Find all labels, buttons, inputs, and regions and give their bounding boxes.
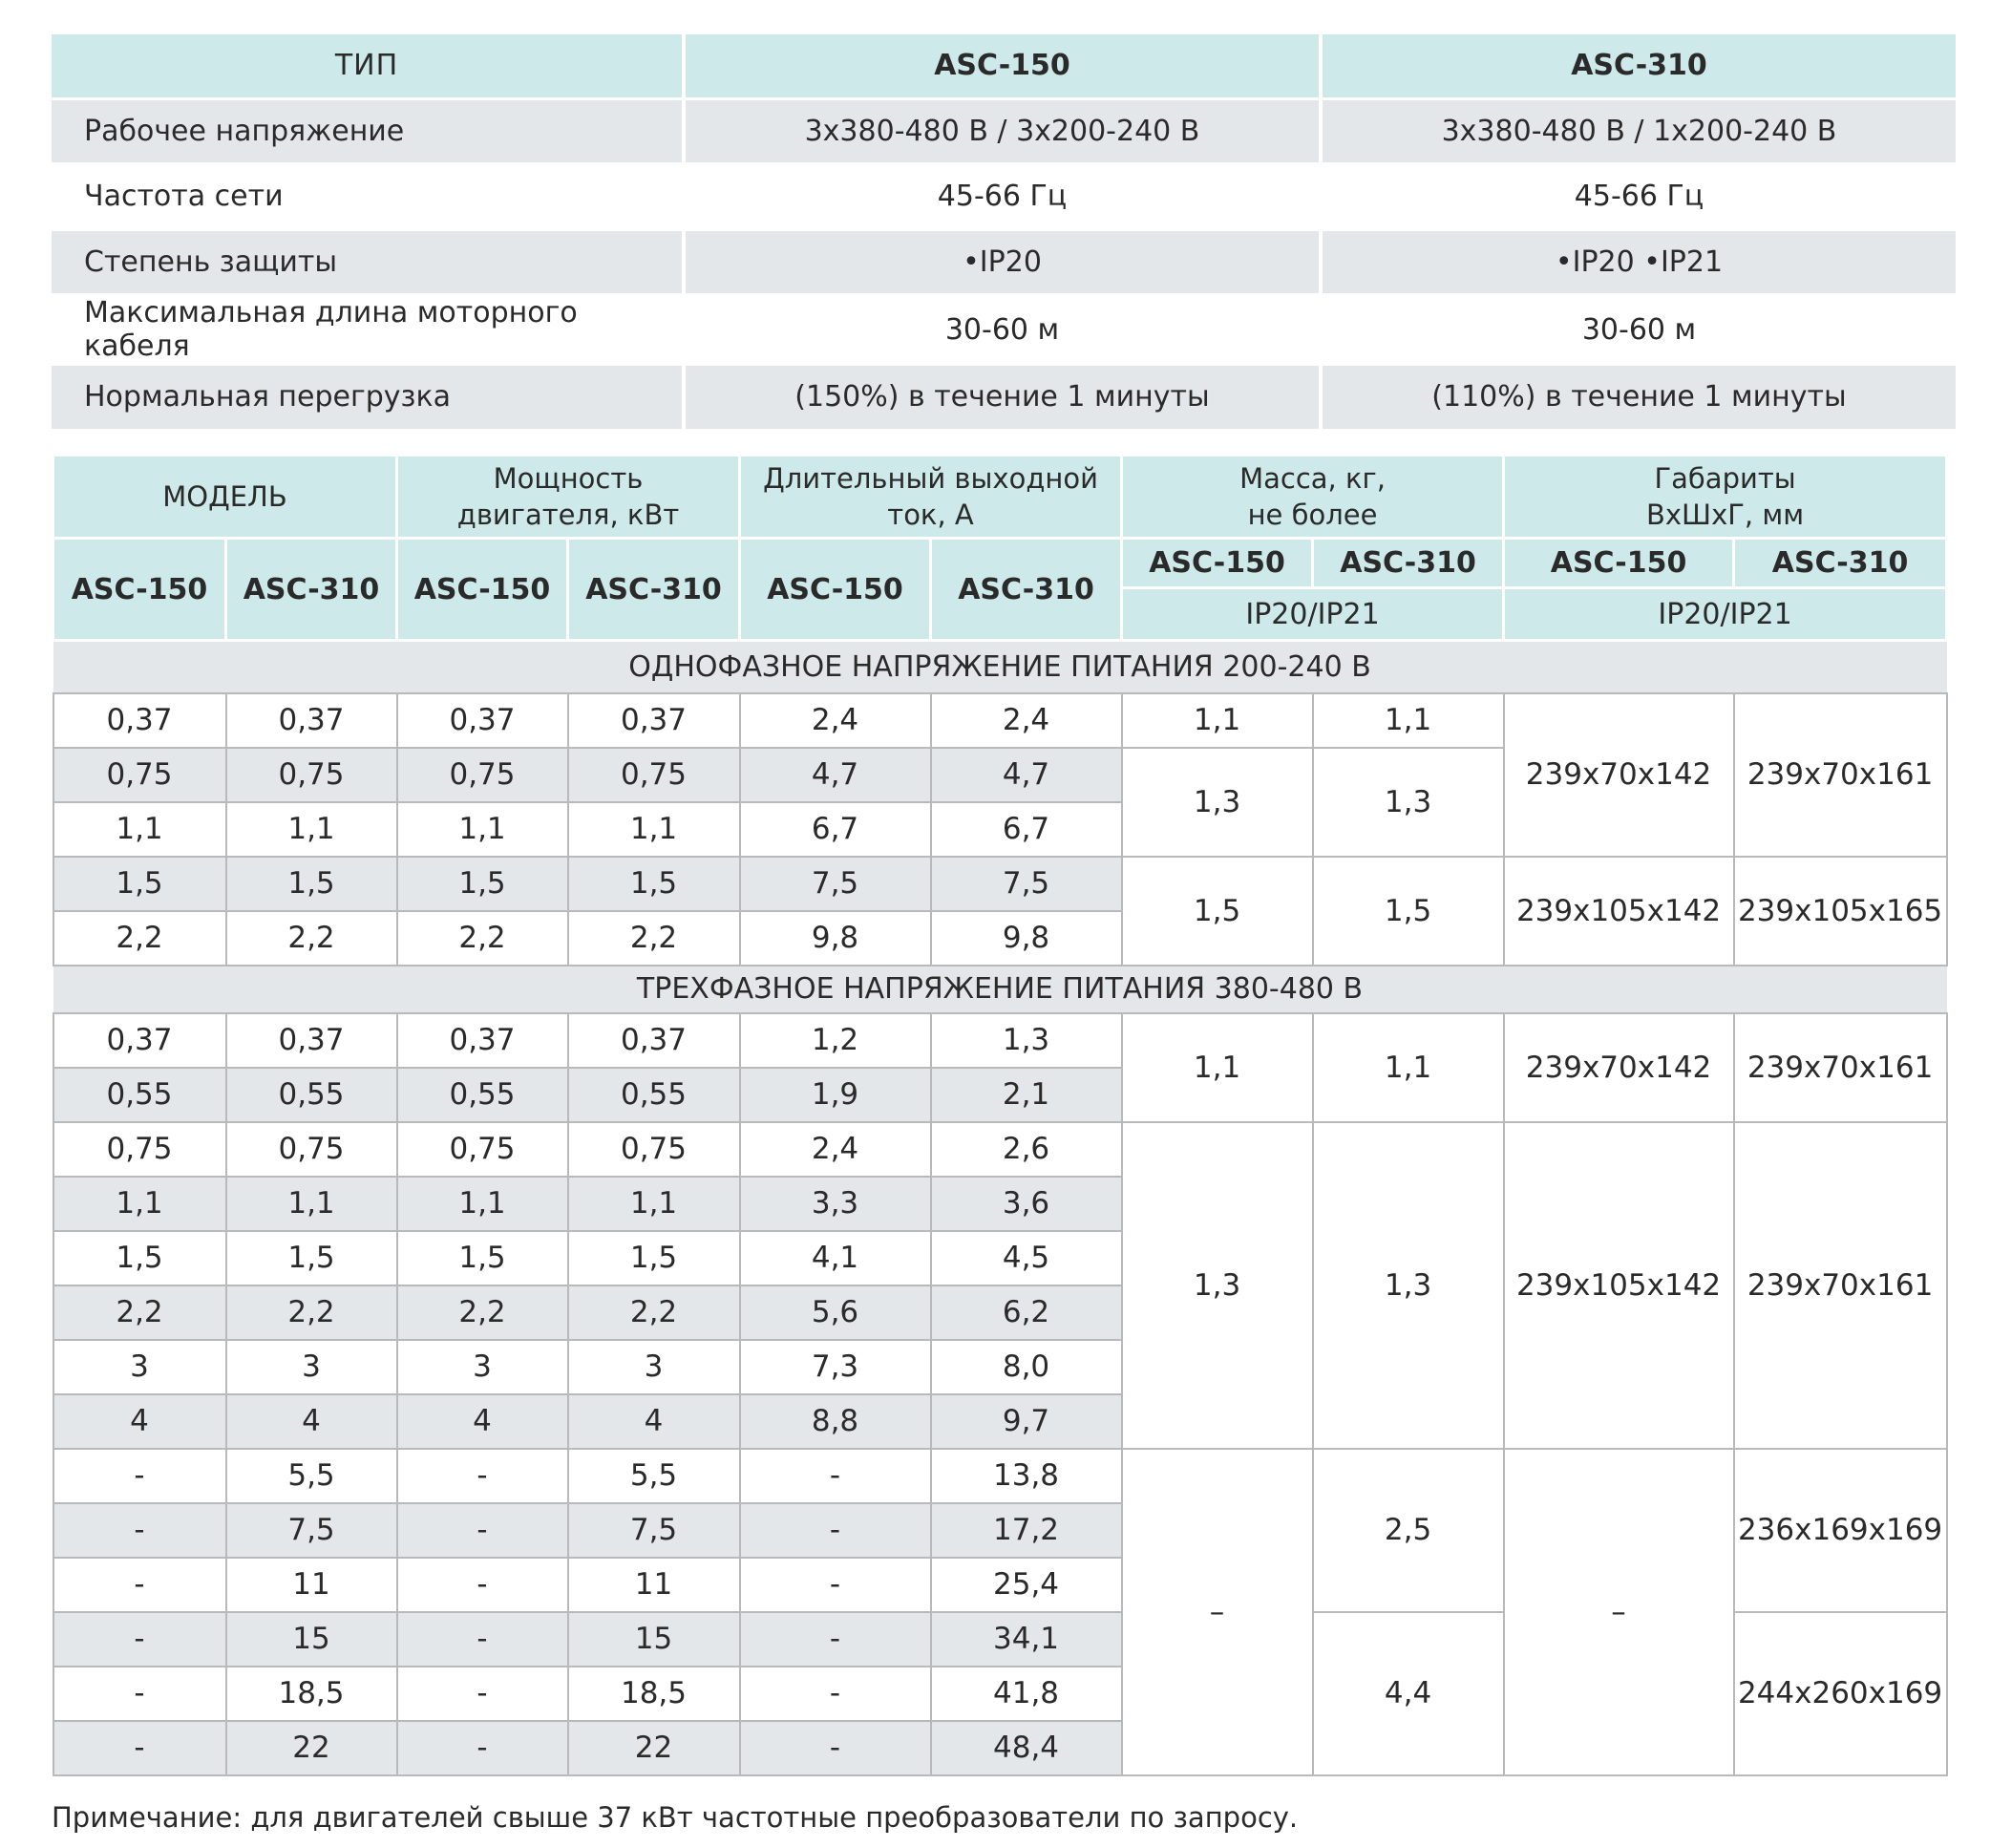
table-cell: 0,75	[397, 1122, 568, 1177]
table-cell: 1,1	[397, 1177, 568, 1231]
table-cell: 5,6	[740, 1285, 931, 1340]
dims-a150-cell: –	[1504, 1449, 1734, 1775]
table-cell: -	[397, 1449, 568, 1503]
table-cell: 11	[568, 1558, 740, 1612]
table-cell: 13,8	[931, 1449, 1122, 1503]
table-cell: -	[397, 1558, 568, 1612]
section-header-single-phase	[53, 641, 1947, 693]
table-cell: 6,7	[931, 802, 1122, 857]
table-cell: 0,75	[226, 1122, 397, 1177]
table-row	[53, 693, 1947, 748]
header-power: Мощность двигателя, кВт	[397, 456, 740, 539]
table-cell: 15	[226, 1612, 397, 1667]
table-cell: 2,2	[397, 1285, 568, 1340]
table-cell: 6,2	[931, 1285, 1122, 1340]
table-cell: 3,3	[740, 1177, 931, 1231]
table-cell: 1,5	[53, 1231, 226, 1285]
mass-a150-cell: 1,3	[1122, 748, 1313, 857]
dims-a310-cell: 239x105x165	[1734, 857, 1947, 966]
table-cell: 0,75	[397, 748, 568, 802]
dims-a310-cell: 239x70x161	[1734, 693, 1947, 857]
mass-a310-cell: 1,1	[1313, 1013, 1504, 1122]
dims-a310-cell: 236x169x169	[1734, 1449, 1947, 1612]
table-cell: 0,37	[397, 693, 568, 748]
table-cell: 6,7	[740, 802, 931, 857]
spec-row	[52, 100, 1956, 166]
table-cell: 0,55	[226, 1068, 397, 1122]
header-dims-a150: ASC-150	[1504, 539, 1734, 588]
spec-value-a150: 30-60 м	[686, 296, 1323, 366]
table-cell: 2,4	[740, 693, 931, 748]
table-cell: -	[740, 1503, 931, 1558]
table-cell: 4,7	[740, 748, 931, 802]
spec-value-a310: 45-66 Гц	[1323, 165, 1956, 231]
header-dims-ip: IP20/IP21	[1504, 588, 1947, 641]
spec-param-label: Частота сети	[52, 165, 686, 231]
mass-a310-cell: 2,5	[1313, 1449, 1504, 1612]
table-cell: -	[53, 1612, 226, 1667]
table-cell: 3	[226, 1340, 397, 1394]
dims-a310-cell: 244x260x169	[1734, 1612, 1947, 1775]
table-cell: 4	[397, 1394, 568, 1449]
header-current: Длительный выходной ток, А	[740, 456, 1122, 539]
spec-header-a150: ASC-150	[686, 34, 1323, 100]
dims-a310-cell: 239x70x161	[1734, 1122, 1947, 1449]
table-cell: 2,2	[226, 1285, 397, 1340]
table-cell: 1,3	[931, 1013, 1122, 1068]
spec-header-row	[52, 34, 1956, 100]
header-dims-a310: ASC-310	[1734, 539, 1947, 588]
table-cell: 1,1	[226, 1177, 397, 1231]
table-cell: 11	[226, 1558, 397, 1612]
table-cell: 8,8	[740, 1394, 931, 1449]
table-cell: 25,4	[931, 1558, 1122, 1612]
table-row	[53, 1013, 1947, 1068]
table-cell: 2,2	[397, 911, 568, 966]
table-cell: 18,5	[226, 1667, 397, 1721]
spec-value-a150: •IP20	[686, 231, 1323, 297]
spec-value-a310: 30-60 м	[1323, 296, 1956, 366]
spec-header-type: ТИП	[52, 34, 686, 100]
mass-a150-cell: 1,1	[1122, 693, 1313, 748]
table-cell: 0,75	[226, 748, 397, 802]
table-cell: 5,5	[226, 1449, 397, 1503]
table-cell: 3,6	[931, 1177, 1122, 1231]
table-cell: 1,5	[397, 857, 568, 911]
table-cell: 1,5	[397, 1231, 568, 1285]
table-cell: 34,1	[931, 1612, 1122, 1667]
spec-param-label: Рабочее напряжение	[52, 100, 686, 166]
spec-table	[52, 34, 1956, 432]
table-row	[53, 857, 1947, 911]
table-cell: 0,55	[397, 1068, 568, 1122]
table-cell: -	[740, 1667, 931, 1721]
table-cell: -	[53, 1667, 226, 1721]
spec-value-a150: (150%) в течение 1 минуты	[686, 366, 1323, 432]
spec-value-a150: 45-66 Гц	[686, 165, 1323, 231]
table-cell: 7,5	[568, 1503, 740, 1558]
table-cell: -	[740, 1558, 931, 1612]
table-cell: 0,37	[568, 693, 740, 748]
table-cell: 41,8	[931, 1667, 1122, 1721]
spec-value-a310: (110%) в течение 1 минуты	[1323, 366, 1956, 432]
table-cell: 4	[53, 1394, 226, 1449]
table-cell: 7,5	[931, 857, 1122, 911]
table-cell: -	[740, 1449, 931, 1503]
spec-value-a310: •IP20 •IP21	[1323, 231, 1956, 297]
spec-row	[52, 296, 1956, 366]
section-title: ТРЕХФАЗНОЕ НАПРЯЖЕНИЕ ПИТАНИЯ 380-480 В	[53, 966, 1947, 1013]
table-cell: -	[53, 1558, 226, 1612]
table-cell: 1,1	[568, 802, 740, 857]
table-cell: 2,4	[931, 693, 1122, 748]
table-cell: 2,2	[568, 1285, 740, 1340]
table-cell: -	[53, 1503, 226, 1558]
table-cell: 5,5	[568, 1449, 740, 1503]
spec-value-a310: 3x380-480 В / 1x200-240 В	[1323, 100, 1956, 166]
table-cell: 0,37	[226, 1013, 397, 1068]
mass-a310-cell: 1,3	[1313, 748, 1504, 857]
table-cell: -	[740, 1612, 931, 1667]
mass-a150-cell: 1,5	[1122, 857, 1313, 966]
mass-a150-cell: 1,3	[1122, 1122, 1313, 1449]
table-cell: 9,8	[740, 911, 931, 966]
mass-a150-cell: 1,1	[1122, 1013, 1313, 1122]
spec-value-a150: 3x380-480 В / 3x200-240 В	[686, 100, 1323, 166]
header-mass-a150: ASC-150	[1122, 539, 1313, 588]
table-cell: 7,5	[226, 1503, 397, 1558]
header-dims: Габариты ВхШхГ, мм	[1504, 456, 1947, 539]
table-cell: -	[397, 1503, 568, 1558]
header-model-a310: ASC-310	[226, 539, 397, 641]
mass-a310-cell: 1,3	[1313, 1122, 1504, 1449]
table-cell: 48,4	[931, 1721, 1122, 1775]
table-cell: -	[397, 1667, 568, 1721]
table-cell: 17,2	[931, 1503, 1122, 1558]
table-cell: 4,1	[740, 1231, 931, 1285]
table-cell: 2,6	[931, 1122, 1122, 1177]
table-cell: 4,7	[931, 748, 1122, 802]
table-cell: 0,75	[53, 748, 226, 802]
dims-a150-cell: 239x105x142	[1504, 1122, 1734, 1449]
table-cell: -	[397, 1612, 568, 1667]
table-cell: 4,5	[931, 1231, 1122, 1285]
table-cell: 0,37	[53, 693, 226, 748]
table-cell: 1,5	[568, 857, 740, 911]
table-cell: 0,75	[568, 1122, 740, 1177]
table-cell: 0,37	[226, 693, 397, 748]
table-cell: 22	[226, 1721, 397, 1775]
table-cell: 15	[568, 1612, 740, 1667]
section-header-three-phase	[53, 966, 1947, 1013]
table-cell: 1,2	[740, 1013, 931, 1068]
table-cell: 3	[568, 1340, 740, 1394]
table-cell: 2,1	[931, 1068, 1122, 1122]
table-cell: 4	[568, 1394, 740, 1449]
dims-a150-cell: 239x70x142	[1504, 1013, 1734, 1122]
mass-a310-cell: 1,1	[1313, 693, 1504, 748]
header-power-a310: ASC-310	[568, 539, 740, 641]
mass-a310-cell: 4,4	[1313, 1612, 1504, 1775]
table-cell: 0,55	[53, 1068, 226, 1122]
table-cell: 2,2	[53, 1285, 226, 1340]
table-cell: 7,3	[740, 1340, 931, 1394]
table-cell: -	[53, 1721, 226, 1775]
header-current-a150: ASC-150	[740, 539, 931, 641]
table-cell: 1,5	[568, 1231, 740, 1285]
table-cell: 9,8	[931, 911, 1122, 966]
table-row	[53, 1122, 1947, 1177]
header-row-2	[53, 539, 1947, 588]
spec-param-label: Нормальная перегрузка	[52, 366, 686, 432]
table-cell: 2,2	[568, 911, 740, 966]
table-cell: 0,75	[568, 748, 740, 802]
header-mass: Масса, кг, не более	[1122, 456, 1504, 539]
table-cell: 22	[568, 1721, 740, 1775]
footnote: Примечание: для двигателей свыше 37 кВт частотные преобразователи по запросу.	[52, 1801, 1299, 1834]
spec-param-label: Максимальная длина моторного кабеля	[52, 296, 686, 366]
table-cell: -	[397, 1721, 568, 1775]
table-cell: 1,5	[226, 857, 397, 911]
header-model-a150: ASC-150	[53, 539, 226, 641]
mass-a150-cell: –	[1122, 1449, 1313, 1775]
dims-a310-cell: 239x70x161	[1734, 1013, 1947, 1122]
table-cell: 0,55	[568, 1068, 740, 1122]
table-cell: 1,1	[53, 1177, 226, 1231]
table-cell: 3	[53, 1340, 226, 1394]
table-cell: 9,7	[931, 1394, 1122, 1449]
table-cell: 1,1	[53, 802, 226, 857]
spec-header-a310: ASC-310	[1323, 34, 1956, 100]
header-power-a150: ASC-150	[397, 539, 568, 641]
table-cell: 1,1	[568, 1177, 740, 1231]
spec-row	[52, 366, 1956, 432]
dims-a150-cell: 239x105x142	[1504, 857, 1734, 966]
spec-row	[52, 165, 1956, 231]
table-cell: 18,5	[568, 1667, 740, 1721]
table-row	[53, 1449, 1947, 1503]
table-cell: 3	[397, 1340, 568, 1394]
table-cell: 2,2	[53, 911, 226, 966]
spec-row	[52, 231, 1956, 297]
table-cell: 0,37	[397, 1013, 568, 1068]
table-cell: 8,0	[931, 1340, 1122, 1394]
table-cell: -	[53, 1449, 226, 1503]
header-row-1	[53, 456, 1947, 539]
table-cell: 2,4	[740, 1122, 931, 1177]
header-current-a310: ASC-310	[931, 539, 1122, 641]
dims-a150-cell: 239x70x142	[1504, 693, 1734, 857]
table-cell: 1,1	[226, 802, 397, 857]
header-model: МОДЕЛЬ	[53, 456, 397, 539]
table-cell: 0,37	[53, 1013, 226, 1068]
table-cell: -	[740, 1721, 931, 1775]
table-cell: 7,5	[740, 857, 931, 911]
table-cell: 1,1	[397, 802, 568, 857]
header-mass-ip: IP20/IP21	[1122, 588, 1504, 641]
model-table	[52, 454, 1948, 1776]
table-cell: 0,75	[53, 1122, 226, 1177]
table-cell: 1,9	[740, 1068, 931, 1122]
table-cell: 1,5	[53, 857, 226, 911]
table-cell: 4	[226, 1394, 397, 1449]
table-cell: 0,37	[568, 1013, 740, 1068]
table-cell: 1,5	[226, 1231, 397, 1285]
spec-param-label: Степень защиты	[52, 231, 686, 297]
mass-a310-cell: 1,5	[1313, 857, 1504, 966]
header-mass-a310: ASC-310	[1313, 539, 1504, 588]
section-title: ОДНОФАЗНОЕ НАПРЯЖЕНИЕ ПИТАНИЯ 200-240 В	[53, 641, 1947, 693]
table-cell: 2,2	[226, 911, 397, 966]
